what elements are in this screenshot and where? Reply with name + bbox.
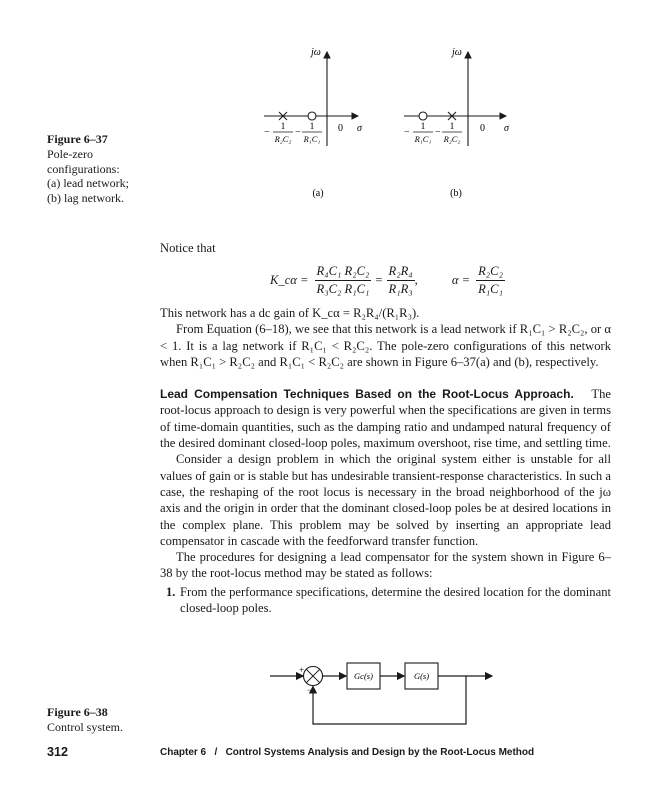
dc-gain-paragraph: This network has a dc gain of K_cα = R₂R₄/(R₁R₃). xyxy=(160,306,420,320)
lead-lag-paragraph: From Equation (6–18), we see that this network is a lead network if R₁C₁ > R₂C₂, or α < 1. It is a lag network if R₁C₁ < R₂C₂. The pole-zero configurations of this network when R₁C₁ > R₂C₂ and R₁C₁ < R₂C₂ are shown in Figure 6–37(a) and (b), respectively. xyxy=(160,322,611,369)
step-1 xyxy=(160,584,611,617)
paragraph-2: Consider a design problem in which the original system either is unstable for all values of gain or is stable but has undesirable transient-response characteristics. In such a case, the reshaping of the root locus is necessary in the broad neighborhood of the jω axis and the origin in order that the dominant closed-loop poles be at desired locations in the complex plane. This problem may be solved by inserting an appropriate lead compensator in cascade with the feedforward transfer function. xyxy=(160,452,611,548)
minus-sign: − xyxy=(307,685,313,695)
equation xyxy=(270,262,530,298)
fraction xyxy=(387,264,415,297)
control-system-diagram xyxy=(260,652,510,732)
alpha-lhs: α = xyxy=(451,272,471,287)
pole-den: R₂C₂ xyxy=(443,134,461,144)
figure-6-38-title: Figure 6–38 xyxy=(47,705,108,719)
pole-num: 1 xyxy=(449,122,455,132)
zero-den: R₁C₁ xyxy=(303,134,321,144)
page-number: 312 xyxy=(47,745,69,759)
label-a: (a) xyxy=(312,188,324,199)
step-number: 1. xyxy=(166,584,176,599)
feedback-path xyxy=(313,676,466,724)
heading-paragraph xyxy=(160,386,611,451)
step-text: From the performance specifications, determine the desired location for the dominant closed-loop poles. xyxy=(180,584,611,616)
summing-junction xyxy=(304,667,323,686)
diagram-b xyxy=(404,47,510,199)
minus-sign: − xyxy=(435,127,441,138)
label-b: (b) xyxy=(450,188,462,199)
caption-line: Pole-zero xyxy=(47,147,93,161)
fraction-den: R₃C₂ R₁C₁ xyxy=(316,281,370,296)
caption-line: configurations: xyxy=(47,161,120,176)
fraction-den: R₁R₃ xyxy=(388,281,413,296)
paragraph-3: The procedures for designing a lead compensator for the system shown in Figure 6–38 by the root-locus method may be stated as follows: xyxy=(160,550,611,581)
section-heading: Lead Compensation Techniques Based on the Root-Locus Approach. xyxy=(160,387,574,402)
zero-num: 1 xyxy=(420,122,426,132)
comma: , xyxy=(414,272,418,287)
plus-sign: + xyxy=(299,665,305,675)
chapter-footer: Chapter 6 / Control Systems Analysis and Design by the Root-Locus Method xyxy=(160,747,535,758)
fraction xyxy=(315,264,372,297)
figure-6-37-title: Figure 6–37 xyxy=(47,132,108,146)
fraction-num: R₄C₁ R₂C₂ xyxy=(315,264,372,281)
g-label: G(s) xyxy=(413,671,430,681)
sigma-label: σ xyxy=(504,123,509,134)
fraction-num: R₂C₂ xyxy=(476,264,505,281)
zero-den: R₁C₁ xyxy=(414,134,432,144)
fraction xyxy=(476,264,505,297)
figure-6-37-caption xyxy=(47,132,157,205)
caption-line: Control system. xyxy=(47,720,124,734)
origin-label: 0 xyxy=(338,123,343,134)
notice-text: Notice that xyxy=(160,241,216,255)
caption-line: (b) lag network. xyxy=(47,190,124,205)
minus-sign: − xyxy=(264,127,270,138)
pole-num: 1 xyxy=(280,122,286,132)
equals: = xyxy=(375,272,383,287)
figure-6-38-caption xyxy=(47,705,123,735)
fraction-num: R₂R₄ xyxy=(387,264,415,281)
heading-body: The root-locus approach to design is very powerful when the specifications are given in terms of time-domain quantities, such as the damping ratio and undamped natural frequency of the desired dominant closed-loop poles, maximum overshoot, rise time, and settling time. xyxy=(160,387,611,451)
body-text xyxy=(160,305,611,616)
pole-zero-diagrams xyxy=(240,40,540,205)
zero-marker xyxy=(308,112,316,120)
zero-marker xyxy=(419,112,427,120)
zero-num: 1 xyxy=(309,122,315,132)
jw-label: jω xyxy=(452,47,462,58)
eq-lhs: K_cα = xyxy=(270,272,309,287)
minus-sign: − xyxy=(404,127,410,138)
diagram-a xyxy=(264,47,363,199)
jw-label: jω xyxy=(311,47,321,58)
origin-label: 0 xyxy=(480,123,485,134)
fraction-den: R₁C₁ xyxy=(478,281,503,296)
gc-label: Gc(s) xyxy=(354,671,373,681)
minus-sign: − xyxy=(295,127,301,138)
caption-line: (a) lead network; xyxy=(47,176,129,190)
sigma-label: σ xyxy=(357,123,362,134)
pole-den: R₂C₂ xyxy=(274,134,292,144)
